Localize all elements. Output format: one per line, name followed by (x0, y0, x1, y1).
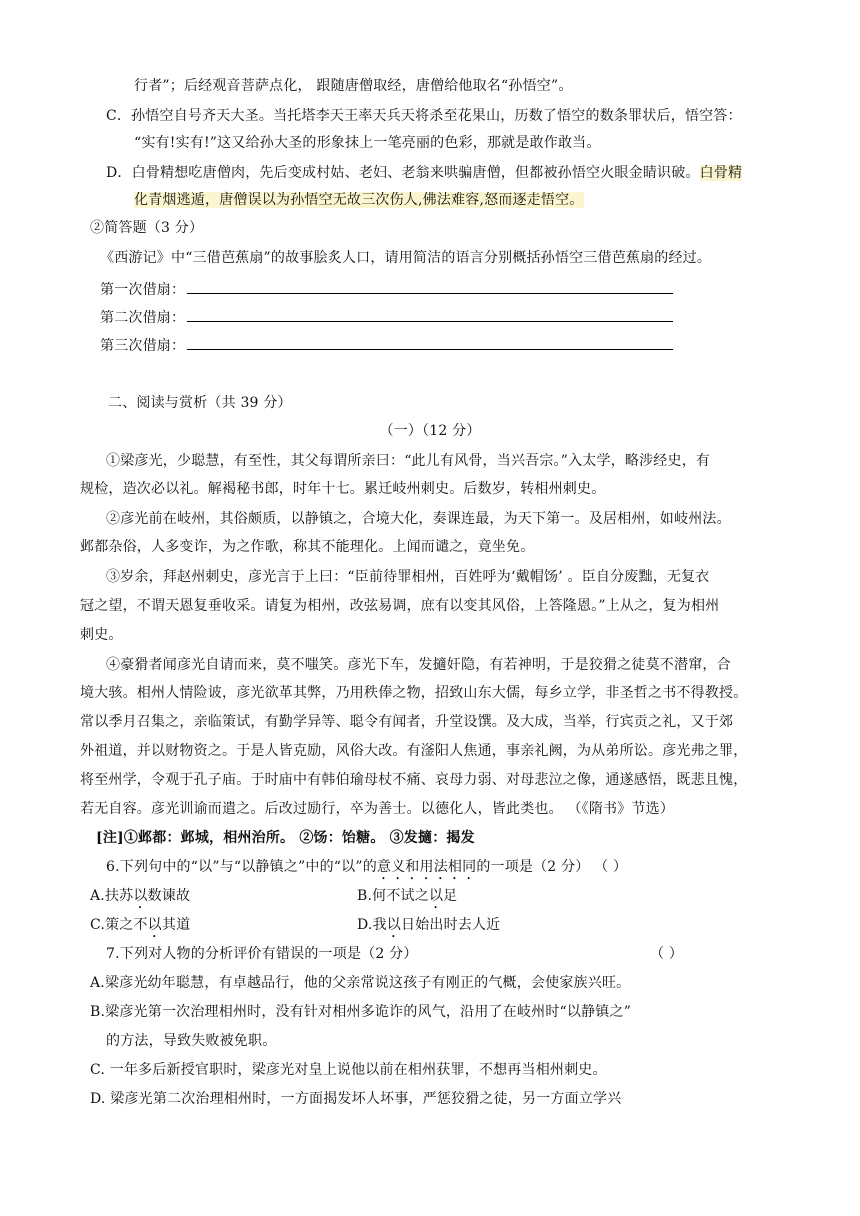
option-text: 足 (443, 888, 458, 904)
passage-line: 刺史。 (80, 627, 123, 643)
option-d-line1 (106, 163, 742, 183)
passage-line: 境大骇。相州人情险诐，彦光欲革其弊，乃用秩俸之物，招致山东大儒，每乡立学，非圣哲之书不得教授。 (80, 685, 748, 701)
passage-line: ②彦光前在岐州，其俗颇质，以静镇之，合境大化，奏课连最，为天下第一。及居相州，如岐州法。 (106, 511, 731, 527)
option-emphasis: 以 (133, 888, 148, 904)
option-text: B.何不试之 (357, 888, 429, 904)
answer-label: 第二次借扇： (100, 310, 186, 326)
option-text: 其道 (161, 917, 191, 933)
q7-answer-paren[interactable]: （ ） (650, 946, 684, 962)
answer-blank-3[interactable] (187, 335, 673, 350)
option-c-line2: “实有!实有!”这又给孙大圣的形象抹上一笔亮丽的色彩，那就是敢作敢当。 (134, 135, 601, 151)
q7-option-d[interactable]: D. 梁彦光第二次治理相州时，一方面揭发坏人坏事，严惩狡猾之徒，另一方面立学兴 (90, 1091, 622, 1107)
option-text: 数谏故 (147, 888, 191, 904)
answer-line-3 (100, 335, 673, 356)
highlighted-text: 白骨精 (699, 165, 743, 181)
q7-option-a[interactable]: A.梁彦光幼年聪慧，有卓越品行，他的父亲常说这孩子有刚正的气概，会使家族兴旺。 (90, 975, 631, 991)
q6-stem-emphasis: 意义和用法相同 (376, 859, 477, 875)
option-text: 日始出时去人近 (400, 917, 501, 933)
option-b-continuation: 行者”；后经观音菩萨点化， 跟随唐僧取经，唐僧给他取名“孙悟空”。 (134, 78, 573, 94)
q7-option-c[interactable]: C. 一年多后新授官职时，梁彦光对皇上说他以前在相州获罪，不想再当相州刺史。 (90, 1062, 607, 1078)
q6-stem-part: 6.下列句中的“以”与“以静镇之”中的“以”的 (106, 859, 377, 875)
q7-option-b[interactable]: B.梁彦光第一次治理相州时，没有针对相州多诡诈的风气，沿用了在岐州时“以静镇之” (90, 1004, 632, 1020)
answer-blank-1[interactable] (187, 279, 673, 294)
footnote: [注]①邺都：邺城，相州治所。 ②饧：饴糖。 ③发擿：揭发 (96, 830, 475, 846)
answer-label: 第三次借扇： (100, 338, 186, 354)
option-c-line1: C．孙悟空自号齐天大圣。当托塔李天王率天兵天将杀至花果山，历数了悟空的数条罪状后，悟空答： (106, 108, 742, 124)
passage-line: 若无自容。彦光训谕而遣之。后改过励行，卒为善士。以德化人，皆此类也。 （《隋书》节选） (80, 801, 675, 817)
passage-line: ①梁彦光，少聪慧，有至性，其父每谓所亲曰：“此儿有风骨，当兴吾宗。”入太学，略涉经史，有 (106, 453, 711, 469)
answer-line-1 (100, 279, 673, 300)
passage-line: 规检，造次必以礼。解褐秘书郎，时年十七。累迁岐州刺史。后数岁，转相州刺史。 (80, 481, 606, 497)
answer-label: 第一次借扇： (100, 282, 186, 298)
q6-stem-part: 的一项是（2 分） （ ） (476, 859, 628, 875)
passage-line: 常以季月召集之，亲临策试，有勤学异等、聪令有闻者，升堂设馔。及大成，当举，行宾贡之礼，又于郊 (80, 714, 734, 730)
short-answer-prompt: 《西游记》中“三借芭蕉扇”的故事脍炙人口，请用简洁的语言分别概括孙悟空三借芭蕉扇的经过。 (100, 250, 712, 266)
answer-blank-2[interactable] (187, 307, 673, 322)
q7-option-b-cont: 的方法，导致失败被免职。 (106, 1033, 277, 1049)
q6-option-a[interactable] (90, 886, 190, 912)
option-text: C.策之不 (90, 917, 148, 933)
option-emphasis: 以 (428, 888, 444, 904)
option-d-line2 (134, 190, 584, 210)
q6-option-c[interactable] (90, 915, 190, 941)
option-emphasis: 以 (147, 917, 162, 933)
passage-line: 外祖道，并以财物资之。于是人皆克励，风俗大改。有滏阳人焦通，事亲礼阙，为从弟所讼。彦光弗之罪， (80, 743, 748, 759)
passage-line: ④豪猾者闻彦光自请而来，莫不嗤笑。彦光下车，发擿奸隐，有若神明，于是狡猾之徒莫不潜窜，合 (106, 657, 731, 673)
q6-option-b[interactable] (357, 886, 457, 912)
option-emphasis: 以 (386, 917, 401, 933)
passage-line: ③岁余，拜赵州刺史，彦光言于上曰：“臣前待罪相州，百姓呼为‘戴帽饧’ 。臣自分废黜，无复衣 (106, 569, 710, 585)
option-d-text: D．白骨精想吃唐僧肉，先后变成村姑、老妇、老翁来哄骗唐僧，但都被孙悟空火眼金睛识破。 (106, 165, 700, 181)
passage-line: 将至州学，令观于孔子庙。于时庙中有韩伯瑜母杖不痛、哀母力弱、对母悲泣之像，通遂感悟，既悲且愧， (80, 772, 748, 788)
highlighted-text: 化青烟逃遁，唐僧误以为孙悟空无故三次伤人,佛法难容,怒而逐走悟空。 (134, 192, 584, 208)
option-text: A.扶苏 (90, 888, 134, 904)
question-6-stem (106, 857, 627, 883)
short-answer-heading: ②简答题（3 分） (90, 220, 204, 236)
answer-line-2 (100, 307, 673, 328)
option-text: D.我 (357, 917, 387, 933)
subsection-heading: （一）（12 分） (379, 423, 481, 439)
q6-option-d[interactable] (357, 915, 500, 941)
passage-line: 冠之望，不谓天恩复垂收采。请复为相州，改弦易调，庶有以变其风俗，上答隆恩。”上从之，复为相州 (80, 598, 720, 614)
question-7-stem: 7.下列对人物的分析评价有错误的一项是（2 分） (106, 946, 418, 962)
passage-line: 邺都杂俗，人多变诈，为之作歌，称其不能理化。上闻而谴之，竟坐免。 (80, 539, 535, 555)
section-heading: 二、阅读与赏析（共 39 分） (108, 395, 292, 411)
